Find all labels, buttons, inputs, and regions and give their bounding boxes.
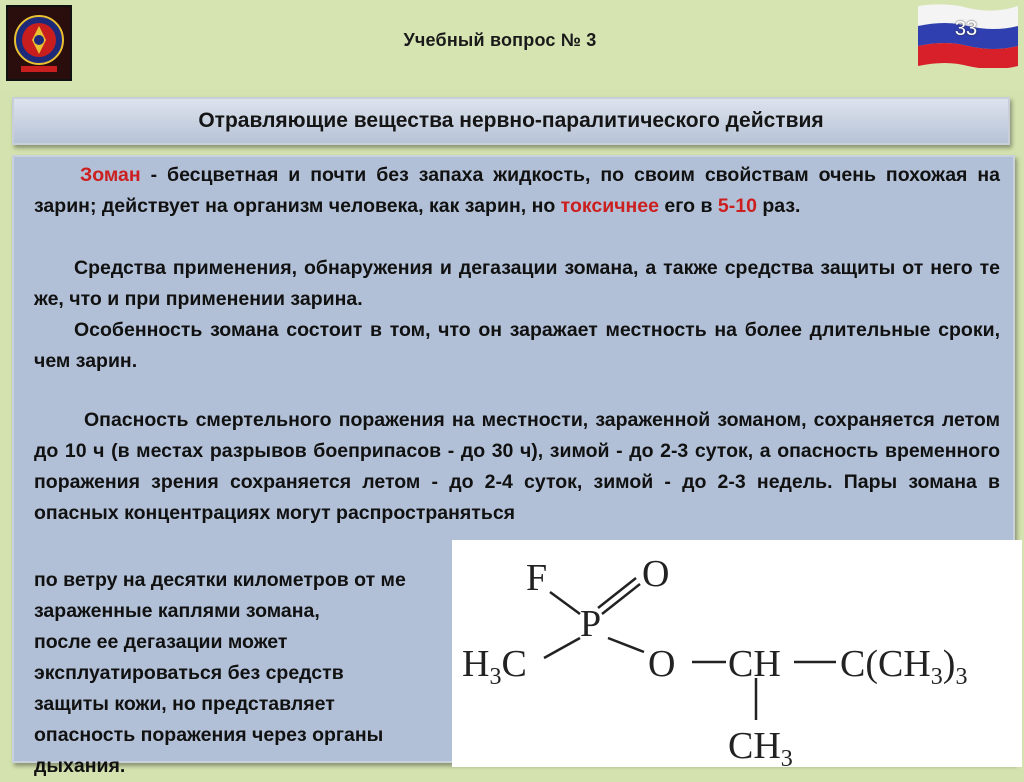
continuation-line: опасность поражения через органы (34, 724, 384, 746)
p1-text-c: раз. (756, 195, 801, 217)
paragraph-protection-means: Средства применения, обнаружения и дегазации зомана, а также средства защиты от него те же, что и при применении зарина. (34, 257, 1000, 310)
p1-text-a: - бесцветная и почти без запаха жидкость, по своим свойствам очень похожая на зарин; действует на организм человека, как зарин, но (34, 164, 1000, 217)
ester-oxygen-atom: O (648, 643, 676, 685)
continuation-line: эксплуатироваться без средств (34, 662, 344, 684)
bottom-methyl-group: $CH_3$ (728, 725, 793, 767)
term-toxicity: токсичнее (560, 195, 660, 217)
continuation-line: защиты кожи, но представляет (34, 693, 335, 715)
paragraph-contamination-feature: Особенность зомана состоит в том, что он заражает местность на более длительные сроки, чем зарин. (34, 319, 1000, 372)
phosphorus-atom: P (580, 603, 602, 645)
p1-text-b: его в (659, 195, 718, 217)
oxygen-double-bond-atom: O (642, 553, 670, 595)
continuation-text (34, 565, 444, 782)
continuation-line: по ветру на десятки километров от ме (34, 569, 406, 591)
paragraph-danger-duration: Опасность смертельного поражения на местности, зараженной зоманом, сохраняется летом до 10 ч (в местах разрывов боеприпасов - до 30 ч), зимой - до 2-3 суток, а опасность временного поражения зрения сохраняется летом - до 2-4 суток, зимой - до 2-3 недель. Пары зомана в опасных концентрациях могут распространяться (34, 409, 1000, 524)
slide-header (0, 0, 1024, 90)
slide-number: 33 (954, 18, 978, 40)
topic-banner (12, 97, 1010, 145)
academy-emblem-icon (6, 5, 72, 81)
ch-group: CH (728, 643, 781, 685)
continuation-line: дыхания. (34, 755, 126, 777)
toxicity-ratio: 5-10 (717, 195, 757, 217)
tert-butyl-group: $C(CH_3)_3$ (840, 643, 968, 690)
page-title: Учебный вопрос № 3 (403, 30, 597, 50)
continuation-line: зараженные каплями зомана, (34, 600, 320, 622)
fluorine-atom: F (526, 557, 548, 599)
soman-structural-formula (452, 540, 1022, 767)
paragraph-soman-description (34, 160, 1000, 222)
term-soman: Зоман (80, 164, 141, 186)
continuation-line: после ее дегазации может (34, 631, 288, 653)
methyl-group: $H_3C$ (462, 643, 527, 690)
topic-title: Отравляющие вещества нервно-паралитического действия (198, 109, 824, 132)
